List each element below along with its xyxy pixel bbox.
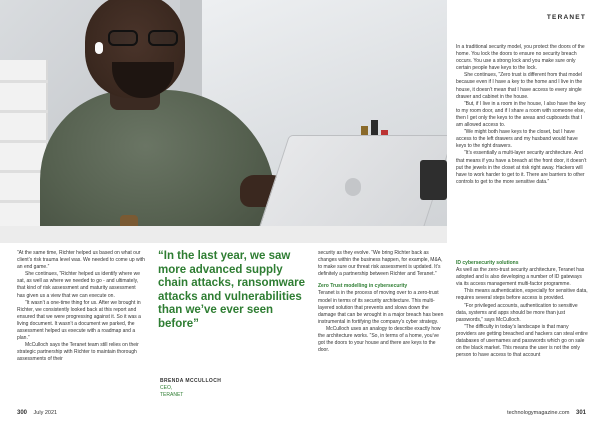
paragraph: McCulloch says the Teranet team still relies on their strategic partnership with Richter to maintain thorough assessments of their xyxy=(17,342,139,363)
article-column-right-top xyxy=(456,44,588,186)
glasses xyxy=(108,30,186,46)
paragraph: “It wasn’t a one-time thing for us. After we brought in Richter, we consistently looked back at this report and ensured that we were progressing against it. So it was a living document. It wasn’t a document we parked, the assessment helped us execute with a roadmap and a plan.” xyxy=(17,299,141,342)
quote-author-company: TERANET xyxy=(160,392,184,398)
site-link[interactable]: technologymagazine.com xyxy=(507,410,570,416)
paragraph: “At the same time, Richter helped us based on what our client’s risk trauma level was. We needed to come up with an end game.” xyxy=(17,250,145,271)
paragraph: In a traditional security model, you protect the doors of the home. You lock the doors to ensure no security breach occurs. You use a strong lock and you make sure only certain people have keys to the lock. xyxy=(456,44,585,72)
paragraph: “For privileged accounts, authentication to sensitive data, systems and apps should be more than just passwords,” says McCulloch. xyxy=(456,302,578,323)
speaker-device xyxy=(420,160,447,200)
paragraph: She continues, “Zero trust is different from that model because even if I have a key to the home and I live in the house, it doesn’t mean that I have access to every single drawer and cabinet in the house. xyxy=(456,72,583,100)
quote-author-name: BRENDA MCCULLOCH xyxy=(160,378,222,384)
article-column-d xyxy=(456,260,588,359)
paragraph: “We might both have keys to the closet, but I have access to the left drawers and my husband would have keys to the right drawers. xyxy=(456,129,578,150)
paragraph: “It’s essentially a multi-layer security architecture. And that means if you have a breach at the front door, it doesn’t put the jewels in the closet at risk right away. Hackers will have to work harder to get to it. There are barriers to other controls to get to the more sensitive data.” xyxy=(456,150,587,185)
section-label: TERANET xyxy=(546,14,586,21)
section-heading: Zero Trust modelling in cybersecurity xyxy=(318,283,408,290)
pull-quote: “In the last year, we saw more advanced supply chain attacks, ransomware attacks and vulnerabilities than we’ve ever seen before” xyxy=(158,250,306,330)
page-number-right: 301 xyxy=(575,410,586,416)
page-number-left: 300 xyxy=(17,410,28,416)
paragraph: “The difficulty in today’s landscape is that many providers are getting breached and hackers can steal entire databases of usernames and passwords which go on sale on the black market. This means the user is not the only person to have access to that account xyxy=(456,323,588,359)
paragraph: security as they evolve. “We bring Richter back as changes within the business happen, for example, M&A, to make sure our threat risk assessment is updated. It’s definitely a partnership between Richter and Teranet.” xyxy=(318,250,443,278)
paragraph: “But, if I live in a room in the house, I also have the key to my room door, and if I share a room with someone else, then I get only the keys to the areas and cupboards that I am allowed access to. xyxy=(456,100,586,129)
pull-quote-attribution xyxy=(160,378,300,399)
footer-right xyxy=(507,410,586,416)
footer-left xyxy=(17,410,57,416)
paragraph: McCulloch uses an analogy to describe exactly how the architecture works. “So, in terms of a home, you’ve got the doors to your house and there are keys to the door. xyxy=(318,325,441,354)
paragraph: As well as the zero-trust security architecture, Teranet has adopted and is also developing a number of ID gateways via its access management multi-factor programme. xyxy=(456,267,585,288)
desk-surface xyxy=(0,226,447,243)
quote-author-role: CEO, xyxy=(160,385,173,391)
section-heading: ID cybersecurity solutions xyxy=(456,260,519,266)
paragraph: Teranet is in the process of moving over to a zero-trust model in terms of its security architecture. This multi-layered solution that prevents and slows down the damage that can be wrought in a major breach has been instrumental in fortifying the company’s cyber strategy. xyxy=(318,290,444,325)
issue-date: July 2021 xyxy=(33,410,58,416)
hero-photo xyxy=(0,0,447,243)
paragraph: This means authentication, especially for sensitive data, requires several steps before access is provided. xyxy=(456,288,588,302)
article-column-c xyxy=(318,250,446,354)
earbud xyxy=(95,42,103,54)
article-column-a xyxy=(17,250,145,364)
laptop-logo-icon xyxy=(345,178,361,196)
paragraph: She continues, “Richter helped us identify where we sat, as well as where we needed to go - and ultimately, that kind of risk assessment and maturity assessment has given us a view that we can execute on. xyxy=(17,271,141,299)
